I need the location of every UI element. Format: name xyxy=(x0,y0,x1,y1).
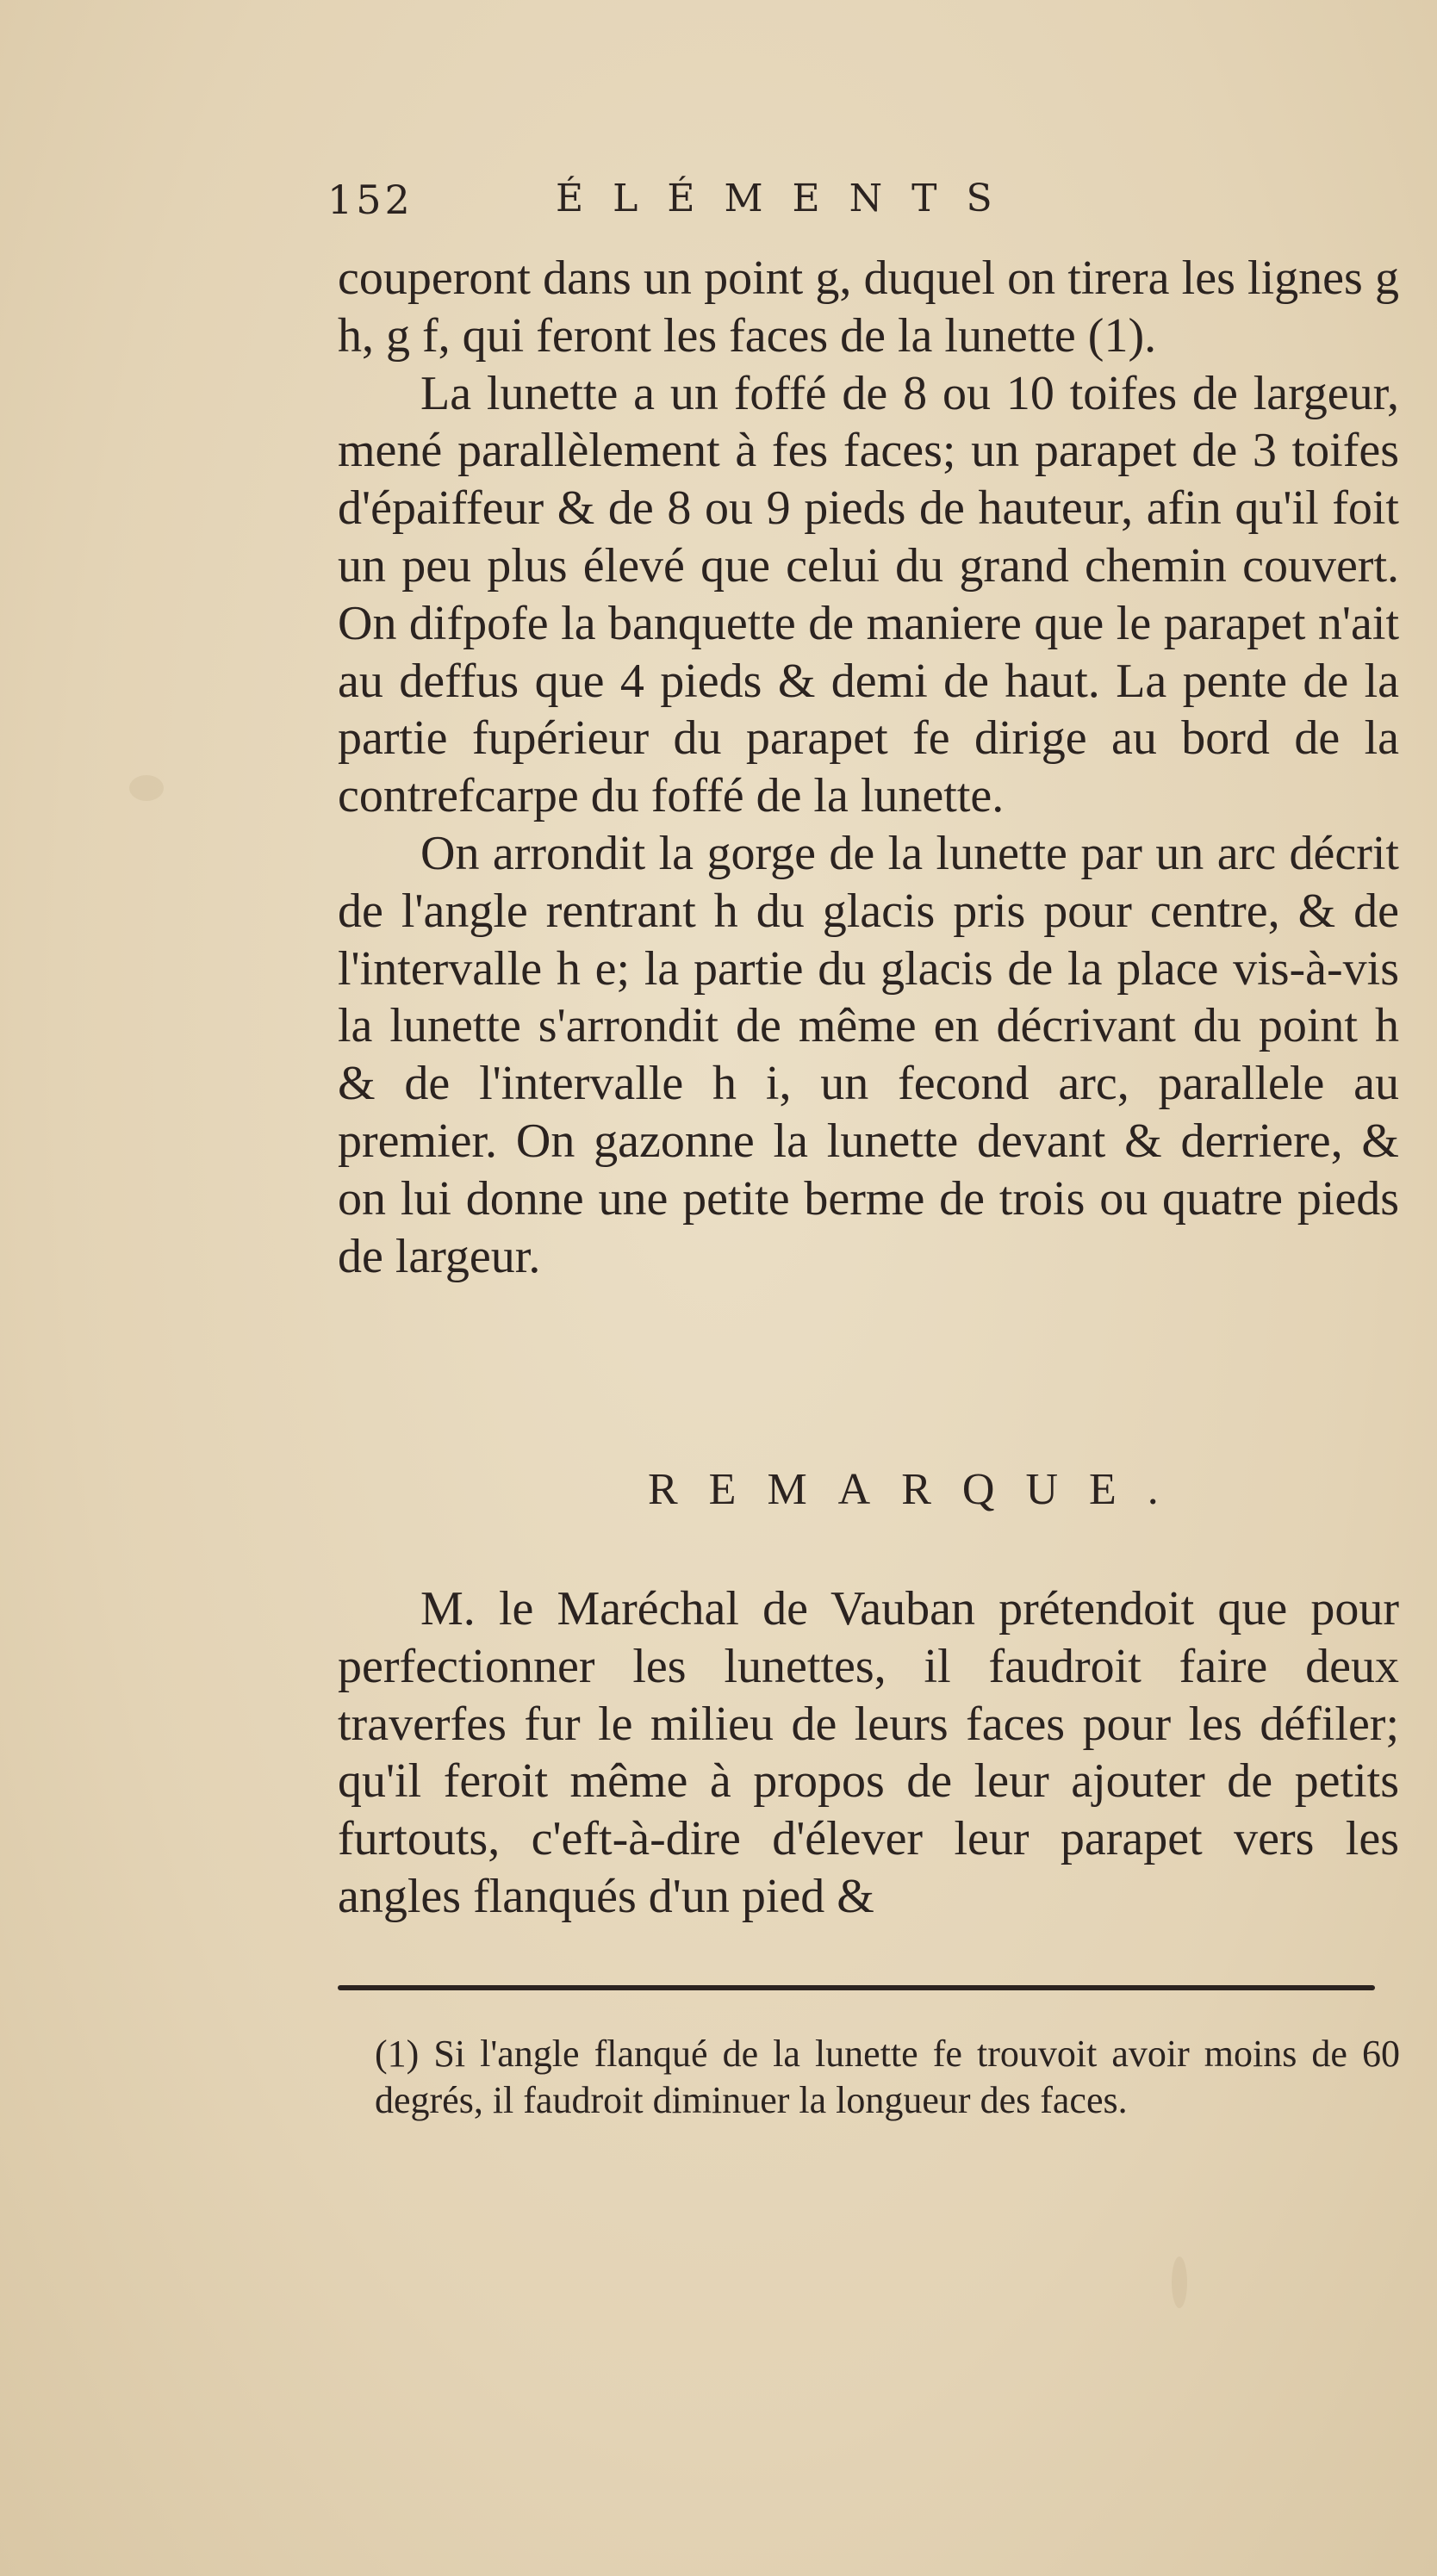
main-text xyxy=(338,250,1399,1285)
footnote-rule xyxy=(338,1985,1375,1990)
paragraph-gorge: On arrondit la gorge de la lunette par un arc décrit de l'angle rentrant h du glacis pris pour centre, & de l'intervalle h e; la partie du glacis de la place vis-à-vis la lunette s'arrondit de même en décrivant du point h & de l'intervalle h i, un fecond arc, parallele au premier. On gazonne la lunette devant & derriere, & on lui donne une petite berme de trois ou quatre pieds de largeur. xyxy=(338,826,1399,1283)
running-title: ÉLÉMENTS xyxy=(556,177,1022,220)
paragraph-ditch: La lunette a un foffé de 8 ou 10 toifes de largeur, mené parallèlement à fes faces; un parapet de 3 toifes d'épaiffeur & de 8 ou 9 pieds de hauteur, afin qu'il foit un peu plus élevé que celui du grand chemin couvert. On difpofe la banquette de maniere que le parapet n'ait au deffus que 4 pieds & demi de haut. La pente de la partie fupérieur du parapet fe dirige au bord de la contrefcarpe du foffé de la lunette. xyxy=(338,366,1399,823)
footnote xyxy=(375,2031,1400,2124)
section-heading-remarque: REMARQUE. xyxy=(648,1465,1190,1514)
remark-text xyxy=(338,1580,1399,1926)
footnote-text: (1) Si l'angle flanqué de la lunette fe trouvoit avoir moins de 60 degrés, il faudroit diminuer la longueur des faces. xyxy=(375,2033,1400,2121)
paper-stain xyxy=(129,775,164,801)
page-number: 152 xyxy=(327,177,414,223)
page-header xyxy=(327,177,1103,237)
paper-stain xyxy=(1172,2256,1187,2308)
paragraph-continuation: couperont dans un point g, duquel on tirera les lignes g h, g f, qui feront les faces de la lunette (1). xyxy=(338,251,1399,363)
remark-paragraph: M. le Maréchal de Vauban prétendoit que pour perfectionner les lunettes, il faudroit faire deux traverfes fur le milieu de leurs faces pour les défiler; qu'il feroit même à propos de leur ajouter de petits furtouts, c'eft-à-dire d'élever leur parapet vers les angles flanqués d'un pied & xyxy=(338,1582,1399,1923)
